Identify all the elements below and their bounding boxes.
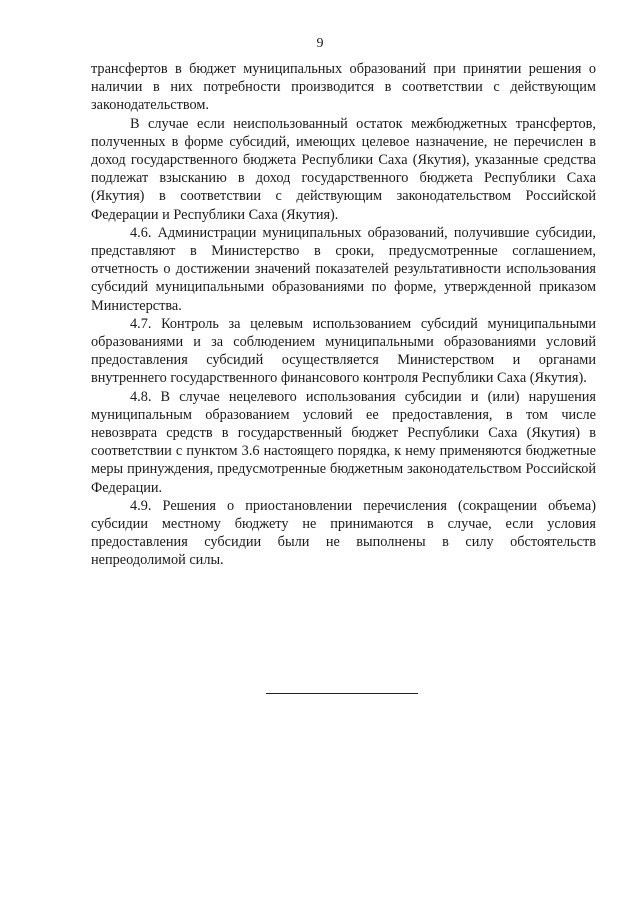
- paragraph-4-6: 4.6. Администрации муниципальных образований, получившие субсидии, представляют в Министерство в сроки, предусмотренные соглашением, отчетность о достижении значений показателей результативности использования субсидий муниципальными образованиями по форме, утвержденной приказом Министерства.: [91, 224, 596, 314]
- paragraph-4-7: 4.7. Контроль за целевым использованием субсидий муниципальными образованиями и за соблюдением муниципальными образованиями условий предоставления субсидий осуществляется Министерством и органами внутреннего государственного финансового контроля Республики Саха (Якутия).: [91, 315, 596, 387]
- paragraph-unused-balance: В случае если неиспользованный остаток межбюджетных трансфертов, полученных в форме субсидий, имеющих целевое назначение, не перечислен в доход государственного бюджета Республики Саха (Якутия), указанные средства подлежат взысканию в доход государственного бюджета Республики Саха (Якутия) в соответствии с действующим законодательством Российской Федерации и Республики Саха (Якутия).: [91, 115, 596, 223]
- paragraph-4-8: 4.8. В случае нецелевого использования субсидии и (или) нарушения муниципальным образованием условий ее предоставления, в том числе невозврата средств в государственный бюджет Республики Саха (Якутия) в соответствии с пунктом 3.6 настоящего порядка, к нему применяются бюджетные меры принуждения, предусмотренные бюджетным законодательством Российской Федерации.: [91, 388, 596, 496]
- paragraph-transfers-continuation: трансфертов в бюджет муниципальных образований при принятии решения о наличии в них потребности производится в соответствии с действующим законодательством.: [91, 61, 596, 114]
- paragraph-4-9: 4.9. Решения о приостановлении перечисления (сокращении объема) субсидии местному бюджету не принимаются в случае, если условия предоставления субсидии были не выполнены в силу обстоятельств непреодолимой силы.: [91, 497, 596, 569]
- page-number: 9: [316, 36, 324, 51]
- end-separator-line: [266, 693, 418, 694]
- document-body: [91, 60, 596, 570]
